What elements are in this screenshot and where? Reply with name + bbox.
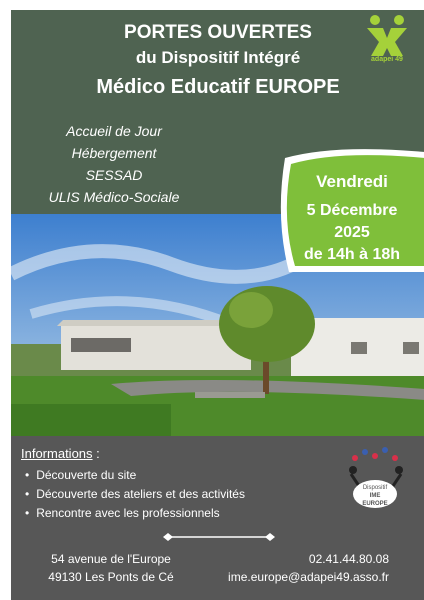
adapei-logo-text: adapei 49	[371, 56, 403, 63]
service-item: Hébergement	[71, 145, 157, 161]
adapei-people-icon	[363, 12, 411, 60]
title-line-1: PORTES OUVERTES	[124, 22, 312, 43]
address-street: 54 avenue de l'Europe	[51, 552, 171, 566]
list-item: • Rencontre avec les professionnels	[25, 504, 245, 523]
address-block	[31, 550, 191, 586]
list-item: • Découverte des ateliers et des activités	[25, 485, 245, 504]
service-item: SESSAD	[85, 167, 143, 183]
info-panel	[11, 436, 424, 600]
title-line-2: du Dispositif Intégré	[135, 48, 301, 67]
contact-email[interactable]: ime.europe@adapei49.asso.fr	[228, 570, 389, 584]
event-date: 5 Décembre	[306, 202, 398, 219]
services-list	[11, 120, 217, 208]
event-hours: de 14h à 18h	[303, 246, 401, 263]
service-item: ULIS Médico-Sociale	[48, 189, 180, 205]
list-item: • Découverte du site	[25, 466, 245, 485]
address-city: 49130 Les Ponts de Cé	[48, 570, 174, 584]
divider-line	[163, 532, 275, 542]
service-item: Accueil de Jour	[66, 123, 162, 139]
event-day: Vendredi	[316, 172, 388, 191]
contact-phone[interactable]: 02.41.44.80.08	[308, 552, 389, 566]
event-year: 2025	[334, 224, 370, 241]
contact-block	[228, 550, 389, 586]
title-line-3: Médico Educatif EUROPE	[96, 76, 340, 98]
ime-logo-label: Dispositif IME EUROPE	[353, 480, 397, 508]
info-list	[25, 466, 245, 523]
info-heading: Informations :	[21, 446, 100, 461]
